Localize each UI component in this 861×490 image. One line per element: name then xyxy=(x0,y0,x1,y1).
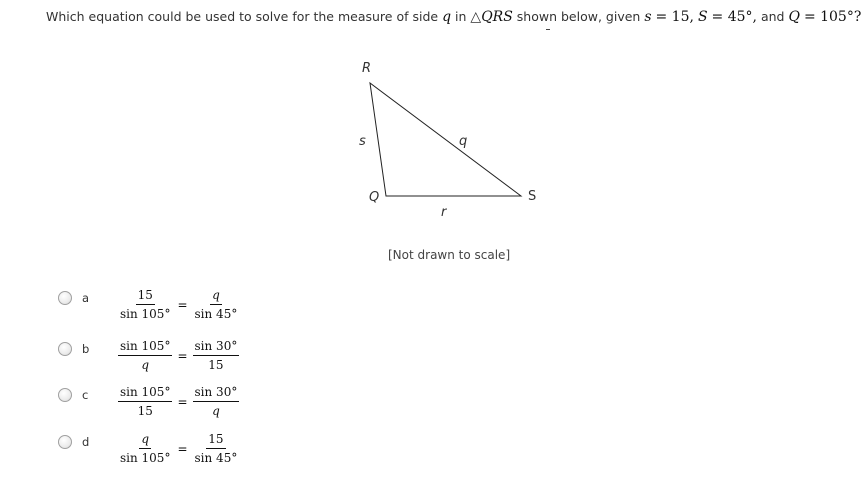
option-d-equation xyxy=(118,431,239,466)
side-r-label: r xyxy=(441,205,447,220)
option-b-letter: b xyxy=(82,342,90,356)
triangle-shape xyxy=(370,83,521,196)
equals-sign: = xyxy=(177,297,188,312)
question-and: and xyxy=(760,9,785,24)
option-c-right-numerator: sin 30° xyxy=(193,384,240,402)
option-b-left-fraction xyxy=(118,338,172,373)
option-d-left-fraction xyxy=(118,431,172,466)
side-s-label: s xyxy=(359,134,366,149)
option-d-radio[interactable] xyxy=(58,435,72,449)
question-var-q: q xyxy=(442,9,452,25)
option-c-left-numerator: sin 105° xyxy=(118,384,172,402)
given-Q-value: = 105°? xyxy=(803,9,861,25)
option-a-right-denominator: sin 45° xyxy=(194,307,238,321)
question-in: in xyxy=(455,9,467,24)
option-b-right-denominator: 15 xyxy=(208,358,224,372)
option-a-left-fraction xyxy=(118,287,172,322)
option-a-letter: a xyxy=(82,291,90,305)
vertex-R-label: R xyxy=(362,61,372,76)
given-Q-var: Q xyxy=(788,9,800,25)
option-c-left-denominator: 15 xyxy=(137,404,153,418)
option-b-radio[interactable] xyxy=(58,342,72,356)
option-a-equation xyxy=(118,287,239,322)
option-c-right-fraction xyxy=(193,384,240,419)
question-prefix: Which equation could be used to solve for the measure of side xyxy=(46,9,439,24)
option-d-right-denominator: sin 45° xyxy=(194,451,238,465)
equals-sign: = xyxy=(177,441,188,456)
option-c-letter: c xyxy=(82,388,89,402)
option-d-right-fraction xyxy=(193,431,240,466)
option-a-left-denominator: sin 105° xyxy=(120,307,171,321)
given-s-var: s xyxy=(644,9,652,25)
given-s-value: = 15, xyxy=(655,9,694,25)
vertex-Q-label: Q xyxy=(369,190,380,205)
question-middle: shown below, given xyxy=(516,9,641,24)
equals-sign: = xyxy=(177,348,188,363)
option-b-right-numerator: sin 30° xyxy=(193,338,240,356)
option-d-left-numerator: q xyxy=(139,431,151,449)
option-a-left-numerator: 15 xyxy=(136,287,155,305)
option-b-right-fraction xyxy=(193,338,240,373)
triangle-symbol: △ xyxy=(470,9,482,25)
option-c-radio[interactable] xyxy=(58,388,72,402)
equals-sign: = xyxy=(177,394,188,409)
option-c-left-fraction xyxy=(118,384,172,419)
given-S-var: S xyxy=(697,9,708,25)
option-a-right-fraction xyxy=(193,287,240,322)
side-q-label: q xyxy=(459,134,468,149)
figure-caption: [Not drawn to scale] xyxy=(388,248,511,262)
option-b-equation xyxy=(118,338,239,373)
option-b-left-denominator: q xyxy=(141,358,150,372)
option-d-letter: d xyxy=(82,435,90,449)
vertex-S-label: S xyxy=(528,189,537,204)
option-c-right-denominator: q xyxy=(212,404,220,418)
option-a-right-numerator: q xyxy=(210,287,222,305)
given-S-value: = 45°, xyxy=(711,9,757,25)
option-b-left-numerator: sin 105° xyxy=(118,338,172,356)
option-d-right-numerator: 15 xyxy=(206,431,225,449)
option-a-radio[interactable] xyxy=(58,291,72,305)
option-d-left-denominator: sin 105° xyxy=(120,451,171,465)
option-c-equation xyxy=(118,384,239,419)
question-triangle-name: QRS xyxy=(481,9,513,25)
